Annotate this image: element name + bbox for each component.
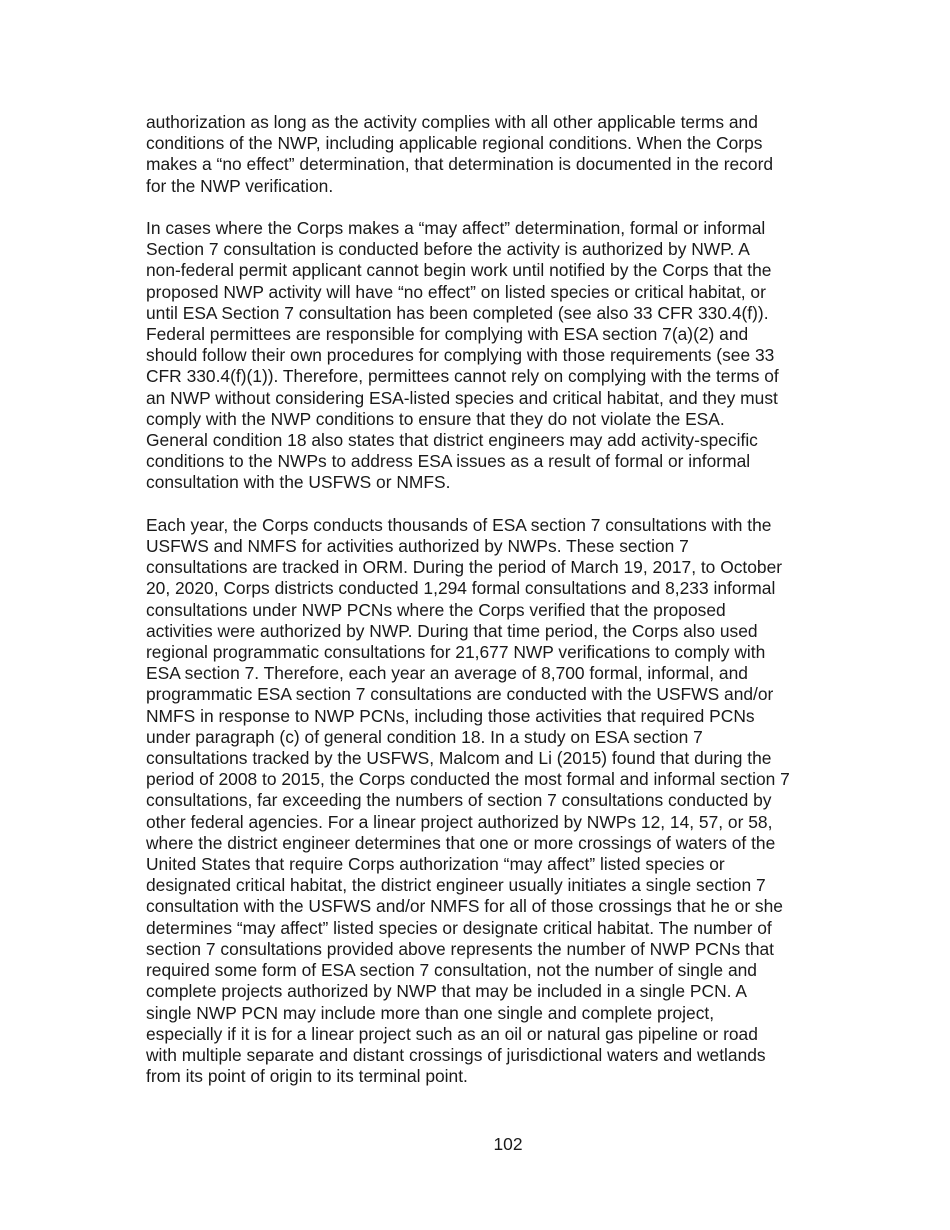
text-line: designated critical habitat, the district engineer usually initiates a single section 7 — [146, 875, 766, 896]
text-line: an NWP without considering ESA-listed species and critical habitat, and they must — [146, 387, 778, 408]
text-line: other federal agencies. For a linear project authorized by NWPs 12, 14, 57, or 58, — [146, 811, 773, 832]
text-line: In cases where the Corps makes a “may affect” determination, formal or informal — [146, 218, 766, 238]
text-line: with multiple separate and distant crossings of jurisdictional waters and wetlands — [146, 1044, 766, 1065]
text-line: regional programmatic consultations for 21,677 NWP verifications to comply with — [146, 642, 766, 663]
text-line: proposed NWP activity will have “no effect” on listed species or critical habitat, or — [146, 281, 766, 302]
text-line: makes a “no effect” determination, that determination is documented in the record — [146, 154, 774, 175]
paragraph-3 — [146, 515, 846, 1087]
text-line: from its point of origin to its terminal point. — [146, 1066, 468, 1087]
text-line: activities were authorized by NWP. During that time period, the Corps also used — [146, 620, 758, 641]
paragraph-1 — [146, 112, 846, 197]
text-line: United States that require Corps authorization “may affect” listed species or — [146, 854, 725, 875]
text-line: especially if it is for a linear project such as an oil or natural gas pipeline or road — [146, 1023, 758, 1044]
text-line: required some form of ESA section 7 consultation, not the number of single and — [146, 960, 757, 981]
text-line: CFR 330.4(f)(1)). Therefore, permittees cannot rely on complying with the terms of — [146, 366, 779, 387]
text-line: conditions to the NWPs to address ESA issues as a result of formal or informal — [146, 451, 751, 472]
text-line: should follow their own procedures for complying with those requirements (see 33 — [146, 345, 775, 366]
text-line: ESA section 7. Therefore, each year an average of 8,700 formal, informal, and — [146, 663, 748, 684]
text-line: complete projects authorized by NWP that may be included in a single PCN. A — [146, 981, 747, 1002]
text-line: Section 7 consultation is conducted before the activity is authorized by NWP. A — [146, 239, 750, 260]
text-line: comply with the NWP conditions to ensure that they do not violate the ESA. — [146, 408, 725, 429]
text-line: consultations are tracked in ORM. During the period of March 19, 2017, to October — [146, 557, 783, 578]
body-text — [146, 112, 846, 1087]
text-line: 20, 2020, Corps districts conducted 1,294 formal consultations and 8,233 informal — [146, 578, 776, 599]
text-line: under paragraph (c) of general condition 18. In a study on ESA section 7 — [146, 726, 703, 747]
text-line: consultation with the USFWS or NMFS. — [146, 472, 451, 493]
paragraph-2 — [146, 218, 846, 494]
paragraph-spacer — [146, 494, 846, 515]
text-line: consultations tracked by the USFWS, Malcom and Li (2015) found that during the — [146, 748, 772, 769]
text-line: period of 2008 to 2015, the Corps conducted the most formal and informal section 7 — [146, 769, 790, 790]
text-line: where the district engineer determines that one or more crossings of waters of the — [146, 832, 776, 853]
paragraph-spacer — [146, 197, 846, 218]
text-line: Federal permittees are responsible for complying with ESA section 7(a)(2) and — [146, 324, 749, 345]
text-line: authorization as long as the activity complies with all other applicable terms and — [146, 112, 758, 132]
text-line: determines “may affect” listed species or designate critical habitat. The number of — [146, 917, 772, 938]
text-line: until ESA Section 7 consultation has been completed (see also 33 CFR 330.4(f)). — [146, 302, 769, 323]
text-line: programmatic ESA section 7 consultations are conducted with the USFWS and/or — [146, 684, 774, 705]
text-line: non-federal permit applicant cannot begin work until notified by the Corps that the — [146, 260, 772, 281]
text-line: consultations, far exceeding the numbers of section 7 consultations conducted by — [146, 790, 772, 811]
text-line: section 7 consultations provided above represents the number of NWP PCNs that — [146, 938, 775, 959]
text-line: for the NWP verification. — [146, 175, 334, 196]
text-line: consultations under NWP PCNs where the Corps verified that the proposed — [146, 599, 726, 620]
text-line: conditions of the NWP, including applicable regional conditions. When the Corps — [146, 133, 763, 154]
text-line: Each year, the Corps conducts thousands of ESA section 7 consultations with the — [146, 514, 772, 535]
text-line: NMFS in response to NWP PCNs, including those activities that required PCNs — [146, 705, 755, 726]
text-line: General condition 18 also states that district engineers may add activity-specific — [146, 430, 758, 451]
text-line: USFWS and NMFS for activities authorized by NWPs. These section 7 — [146, 536, 689, 557]
text-line: consultation with the USFWS and/or NMFS for all of those crossings that he or she — [146, 896, 783, 917]
page-number: 102 — [493, 1134, 523, 1154]
text-line: single NWP PCN may include more than one single and complete project, — [146, 1002, 715, 1023]
